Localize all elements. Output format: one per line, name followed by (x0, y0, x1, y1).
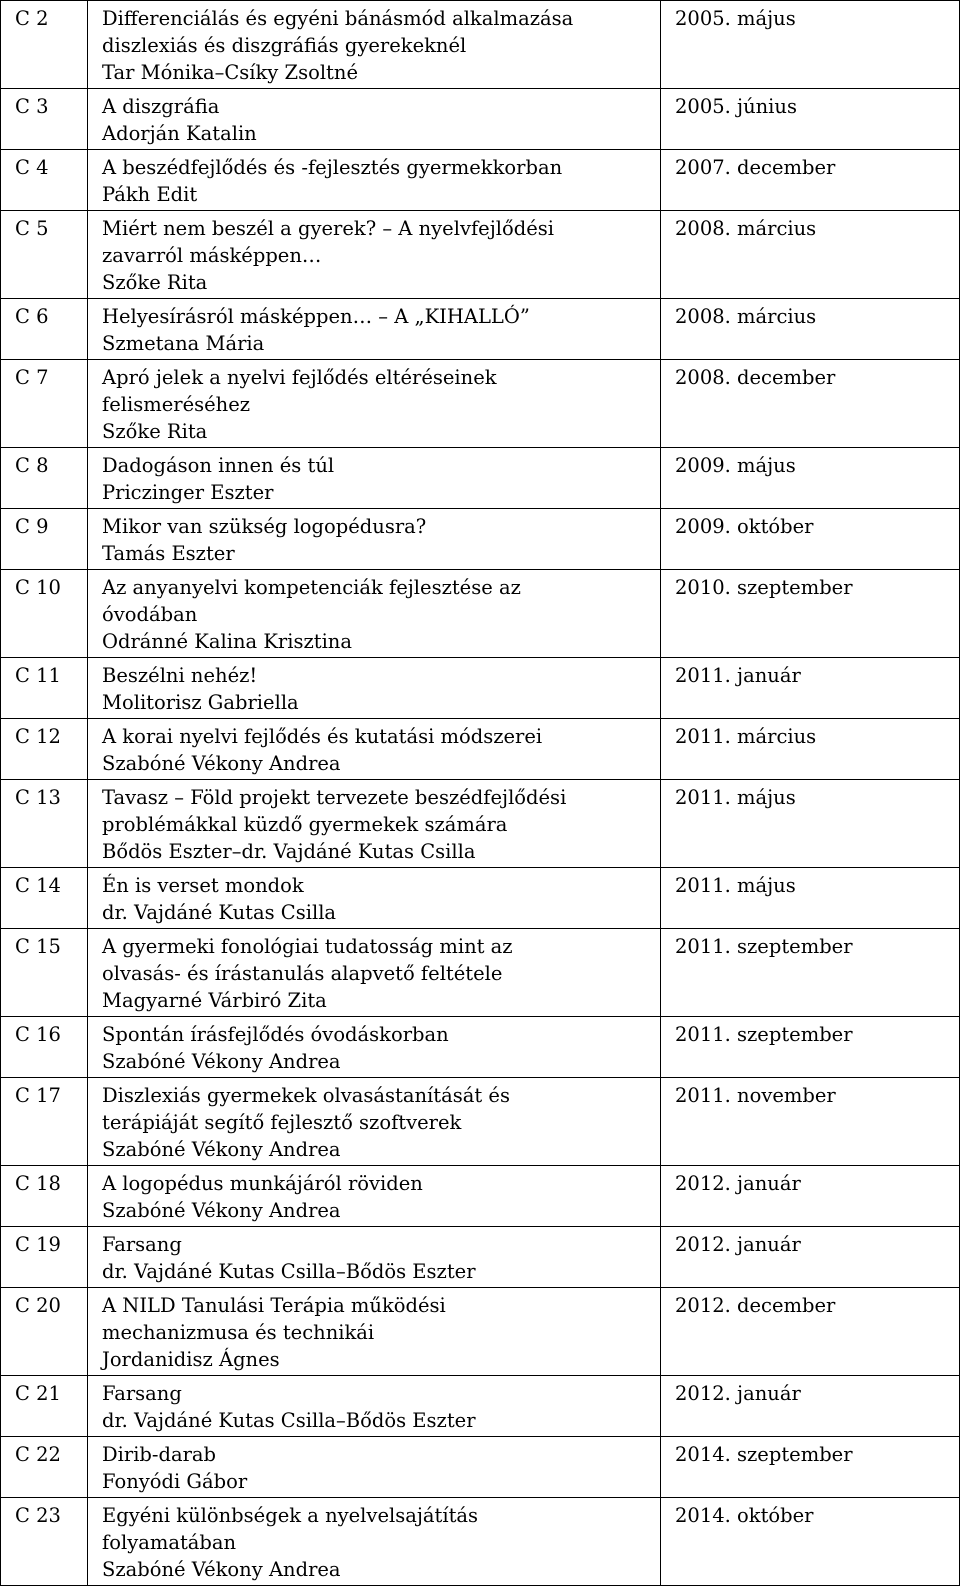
publication-date: 2012. január (661, 1166, 960, 1227)
title-cell (88, 570, 661, 658)
publication-author: Adorján Katalin (102, 122, 257, 145)
publication-author: Szmetana Mária (102, 332, 265, 355)
title-cell (88, 1288, 661, 1376)
publication-title-line: Miért nem beszél a gyerek? – A nyelvfejlődési (102, 217, 555, 240)
publication-date: 2009. május (661, 448, 960, 509)
publication-author: Szabóné Vékony Andrea (102, 1199, 341, 1222)
table-row (1, 1498, 960, 1586)
title-cell (88, 1437, 661, 1498)
publication-date: 2005. június (661, 89, 960, 150)
publication-title-line: óvodában (102, 603, 198, 626)
publication-date: 2014. október (661, 1498, 960, 1586)
title-cell (88, 211, 661, 299)
table-row (1, 1017, 960, 1078)
publication-rows (1, 1, 960, 1586)
publication-date: 2012. december (661, 1288, 960, 1376)
publication-date: 2005. május (661, 1, 960, 89)
publication-title-line: A gyermeki fonológiai tudatosság mint az (102, 935, 513, 958)
publication-date: 2011. január (661, 658, 960, 719)
title-cell (88, 1498, 661, 1586)
publication-title-line: Egyéni különbségek a nyelvelsajátítás (102, 1504, 479, 1527)
series-code: C 21 (1, 1376, 88, 1437)
table-row (1, 1437, 960, 1498)
publication-title-line: Mikor van szükség logopédusra? (102, 515, 427, 538)
title-cell (88, 780, 661, 868)
series-code: C 17 (1, 1078, 88, 1166)
table-row (1, 1227, 960, 1288)
title-cell (88, 509, 661, 570)
series-code: C 18 (1, 1166, 88, 1227)
series-code: C 5 (1, 211, 88, 299)
series-code: C 7 (1, 360, 88, 448)
publication-author: Tar Mónika–Csíky Zsoltné (102, 61, 358, 84)
table-row (1, 570, 960, 658)
publication-title-line: Apró jelek a nyelvi fejlődés eltéréseinek (102, 366, 497, 389)
table-row (1, 299, 960, 360)
series-code: C 19 (1, 1227, 88, 1288)
publication-title-line: mechanizmusa és technikái (102, 1321, 375, 1344)
series-code: C 2 (1, 1, 88, 89)
publication-author: dr. Vajdáné Kutas Csilla–Bődös Eszter (102, 1260, 476, 1283)
title-cell (88, 868, 661, 929)
series-code: C 4 (1, 150, 88, 211)
title-cell (88, 299, 661, 360)
title-cell (88, 89, 661, 150)
publication-author: Molitorisz Gabriella (102, 691, 299, 714)
publication-author: Tamás Eszter (102, 542, 235, 565)
publication-date: 2014. szeptember (661, 1437, 960, 1498)
publication-author: Jordanidisz Ágnes (102, 1348, 280, 1371)
publication-author: Szőke Rita (102, 271, 208, 294)
title-cell (88, 1166, 661, 1227)
table-row (1, 150, 960, 211)
table-row (1, 1288, 960, 1376)
series-code: C 6 (1, 299, 88, 360)
series-code: C 3 (1, 89, 88, 150)
series-code: C 15 (1, 929, 88, 1017)
table-row (1, 1, 960, 89)
publication-author: Szabóné Vékony Andrea (102, 1050, 341, 1073)
table-row (1, 658, 960, 719)
publication-date: 2012. január (661, 1227, 960, 1288)
publication-title-line: problémákkal küzdő gyermekek számára (102, 813, 508, 836)
publication-date: 2011. november (661, 1078, 960, 1166)
series-code: C 8 (1, 448, 88, 509)
title-cell (88, 929, 661, 1017)
publication-date: 2008. március (661, 299, 960, 360)
table-row (1, 780, 960, 868)
table-row (1, 211, 960, 299)
title-cell (88, 1, 661, 89)
publication-title-line: Diszlexiás gyermekek olvasástanítását és (102, 1084, 510, 1107)
title-cell (88, 658, 661, 719)
publication-title-line: felismeréséhez (102, 393, 251, 416)
publication-title-line: Differenciálás és egyéni bánásmód alkalmazása (102, 7, 574, 30)
series-code: C 23 (1, 1498, 88, 1586)
series-code: C 12 (1, 719, 88, 780)
publication-author: Szőke Rita (102, 420, 208, 443)
title-cell (88, 1376, 661, 1437)
publication-title-line: Helyesírásról másképpen… – A „KIHALLÓ” (102, 305, 530, 328)
series-code: C 20 (1, 1288, 88, 1376)
publication-title-line: Spontán írásfejlődés óvodáskorban (102, 1023, 449, 1046)
publication-title-line: olvasás- és írástanulás alapvető feltétele (102, 962, 503, 985)
publication-author: Priczinger Eszter (102, 481, 274, 504)
publication-title-line: A korai nyelvi fejlődés és kutatási módszerei (102, 725, 543, 748)
publication-date: 2008. március (661, 211, 960, 299)
publication-title-line: Dirib-darab (102, 1443, 217, 1466)
publication-date: 2012. január (661, 1376, 960, 1437)
publication-title-line: terápiáját segítő fejlesztő szoftverek (102, 1111, 462, 1134)
publication-date: 2011. május (661, 780, 960, 868)
publication-author: Szabóné Vékony Andrea (102, 1138, 341, 1161)
table-row (1, 719, 960, 780)
publication-author: Fonyódi Gábor (102, 1470, 248, 1493)
publication-date: 2007. december (661, 150, 960, 211)
series-code: C 13 (1, 780, 88, 868)
publication-title-line: A diszgráfia (102, 95, 220, 118)
publication-title-line: A beszédfejlődés és -fejlesztés gyermekkorban (102, 156, 563, 179)
publication-title-line: Az anyanyelvi kompetenciák fejlesztése az (102, 576, 521, 599)
publication-date: 2011. május (661, 868, 960, 929)
series-code: C 9 (1, 509, 88, 570)
series-code: C 10 (1, 570, 88, 658)
table-row (1, 1376, 960, 1437)
publication-title-line: Dadogáson innen és túl (102, 454, 335, 477)
publication-author: Bődös Eszter–dr. Vajdáné Kutas Csilla (102, 840, 476, 863)
publication-author: Pákh Edit (102, 183, 198, 206)
publication-author: Szabóné Vékony Andrea (102, 1558, 341, 1581)
publication-title-line: diszlexiás és diszgráfiás gyerekeknél (102, 34, 467, 57)
publication-title-line: A NILD Tanulási Terápia működési (102, 1294, 446, 1317)
title-cell (88, 1078, 661, 1166)
table-row (1, 929, 960, 1017)
publication-title-line: Tavasz – Föld projekt tervezete beszédfejlődési (102, 786, 567, 809)
table-row (1, 1166, 960, 1227)
publication-date: 2009. október (661, 509, 960, 570)
publication-author: dr. Vajdáné Kutas Csilla (102, 901, 337, 924)
publication-title-line: Én is verset mondok (102, 874, 304, 897)
publication-title-line: zavarról másképpen… (102, 244, 322, 267)
title-cell (88, 719, 661, 780)
table-row (1, 1078, 960, 1166)
publication-date: 2011. szeptember (661, 1017, 960, 1078)
table-row (1, 868, 960, 929)
table-row (1, 360, 960, 448)
publication-title-line: A logopédus munkájáról röviden (102, 1172, 423, 1195)
series-code: C 22 (1, 1437, 88, 1498)
series-code: C 16 (1, 1017, 88, 1078)
publication-date: 2010. szeptember (661, 570, 960, 658)
title-cell (88, 1017, 661, 1078)
publication-author: Magyarné Várbiró Zita (102, 989, 327, 1012)
publication-title-line: Farsang (102, 1233, 182, 1256)
publication-date: 2011. szeptember (661, 929, 960, 1017)
title-cell (88, 360, 661, 448)
table-row (1, 448, 960, 509)
table-row (1, 89, 960, 150)
series-code: C 14 (1, 868, 88, 929)
series-code: C 11 (1, 658, 88, 719)
publication-title-line: folyamatában (102, 1531, 237, 1554)
publication-author: dr. Vajdáné Kutas Csilla–Bődös Eszter (102, 1409, 476, 1432)
publication-date: 2008. december (661, 360, 960, 448)
publication-author: Odránné Kalina Krisztina (102, 630, 352, 653)
table-row (1, 509, 960, 570)
publication-title-line: Farsang (102, 1382, 182, 1405)
title-cell (88, 1227, 661, 1288)
publication-title-line: Beszélni nehéz! (102, 664, 258, 687)
title-cell (88, 150, 661, 211)
publication-author: Szabóné Vékony Andrea (102, 752, 341, 775)
title-cell (88, 448, 661, 509)
publication-date: 2011. március (661, 719, 960, 780)
